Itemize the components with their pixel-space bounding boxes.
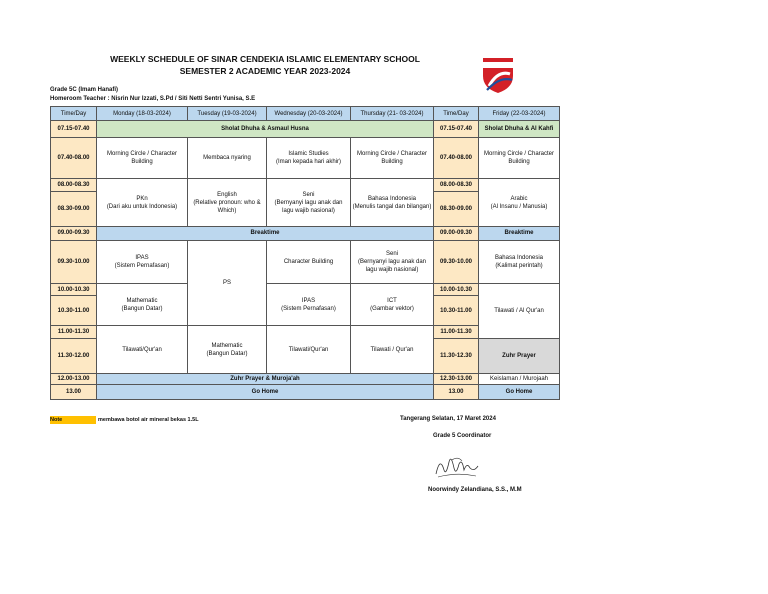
time-cell: 10.00-10.30 [51, 283, 97, 295]
signature [432, 452, 482, 480]
time-cell: 10.00-10.30 [434, 283, 479, 295]
header-tuesday: Tuesday (19-03-2024) [188, 107, 267, 121]
friday-go-home: Go Home [479, 385, 560, 400]
lesson-cell: Islamic Studies (Iman kepada hari akhir) [267, 138, 351, 179]
lesson-cell: IPAS (Sistem Pernafasan) [267, 283, 351, 325]
time-cell: 11.30-12.00 [51, 338, 97, 373]
table-row [51, 283, 560, 295]
lesson-cell: PKn (Dari aku untuk Indonesia) [97, 179, 188, 227]
time-cell: 07.40-08.00 [51, 138, 97, 179]
time-cell: 08.00-08.30 [434, 179, 479, 191]
time-cell: 12.00-13.00 [51, 374, 97, 385]
friday-lesson: Morning Circle / Character Building [479, 138, 560, 179]
homeroom-teacher: Homeroom Teacher : Nisrin Nur Izzati, S.Pd / Siti Netti Sentri Yunisa, S.E [50, 96, 256, 102]
school-logo [480, 56, 516, 94]
lesson-cell: Tilawati / Qur'an [351, 326, 434, 374]
lesson-cell: Bahasa Indonesia (Menulis tangal dan bilangan) [351, 179, 434, 227]
table-row [51, 179, 560, 191]
time-cell: 08.30-09.00 [434, 191, 479, 226]
friday-activity: Sholat Dhuha & Al Kahfi [479, 121, 560, 138]
table-row [51, 385, 560, 400]
header-wednesday: Wednesday (20-03-2024) [267, 107, 351, 121]
activity-strip: Sholat Dhuha & Asmaul Husna [97, 121, 434, 138]
header-thursday: Thursday (21- 03-2024) [351, 107, 434, 121]
lesson-cell: Morning Circle / Character Building [351, 138, 434, 179]
table-row [51, 227, 560, 240]
header-friday: Friday (22-03-2024) [479, 107, 560, 121]
friday-lesson: Tilawati / Al Qur'an [479, 283, 560, 338]
note-text: membawa botol air mineral bekas 1.5L [98, 417, 199, 423]
lesson-cell: Morning Circle / Character Building [97, 138, 188, 179]
time-cell: 09.30-10.00 [434, 240, 479, 283]
lesson-cell: Seni (Bernyanyi lagu anak dan lagu wajib nasional) [351, 240, 434, 283]
time-cell: 11.30-12.30 [434, 338, 479, 373]
friday-lesson: Bahasa Indonesia (Kalimat perintah) [479, 240, 560, 283]
header-monday: Monday (18-03-2024) [97, 107, 188, 121]
lesson-cell: Tilawati/Qur'an [267, 326, 351, 374]
coordinator-title: Grade 5 Coordinator [433, 433, 492, 439]
lesson-cell: IPAS (Sistem Pernafasan) [97, 240, 188, 283]
zuhr-prayer-strip: Zuhr Prayer & Muroja'ah [97, 374, 434, 385]
table-row [51, 240, 560, 283]
lesson-cell: Seni (Bernyanyi lagu anak dan lagu wajib nasional) [267, 179, 351, 227]
lesson-cell: Mathematic (Bangun Datar) [97, 283, 188, 325]
lesson-cell: ICT (Gambar vektor) [351, 283, 434, 325]
lesson-cell: PS [188, 240, 267, 326]
friday-breaktime: Breaktime [479, 227, 560, 240]
table-row [51, 121, 560, 138]
note-label: Note [50, 416, 96, 424]
place-date: Tangerang Selatan, 17 Maret 2024 [400, 416, 496, 422]
friday-keislaman: Keislaman / Murojaah [479, 374, 560, 385]
time-cell: 13.00 [434, 385, 479, 400]
time-cell: 08.30-09.00 [51, 191, 97, 226]
time-cell: 07.15-07.40 [51, 121, 97, 138]
time-cell: 11.00-11.30 [434, 326, 479, 338]
breaktime-strip: Breaktime [97, 227, 434, 240]
time-cell: 10.30-11.00 [434, 296, 479, 326]
time-cell: 09.00-09.30 [51, 227, 97, 240]
go-home-strip: Go Home [97, 385, 434, 400]
table-row [51, 374, 560, 385]
lesson-cell: English (Relative pronoun: who & Which) [188, 179, 267, 227]
time-cell: 07.40-08.00 [434, 138, 479, 179]
time-cell: 11.00-11.30 [51, 326, 97, 338]
time-cell: 07.15-07.40 [434, 121, 479, 138]
lesson-cell: Mathematic (Bangun Datar) [188, 326, 267, 374]
time-cell: 09.00-09.30 [434, 227, 479, 240]
lesson-cell: Tilawati/Qur'an [97, 326, 188, 374]
header-row [51, 107, 560, 121]
signer-name: Noorwindy Zelandiana, S.S., M.M [428, 487, 522, 493]
time-cell: 13.00 [51, 385, 97, 400]
time-cell: 09.30-10.00 [51, 240, 97, 283]
friday-lesson: Arabic (Al Insanu / Manusia) [479, 179, 560, 227]
header-time-friday: Time/Day [434, 107, 479, 121]
time-cell: 12.30-13.00 [434, 374, 479, 385]
semester-title: SEMESTER 2 ACADEMIC YEAR 2023-2024 [179, 66, 351, 76]
schedule-table [50, 106, 560, 400]
header-time: Time/Day [51, 107, 97, 121]
time-cell: 10.30-11.00 [51, 296, 97, 326]
lesson-cell: Membaca nyaring [188, 138, 267, 179]
lesson-cell: Character Building [267, 240, 351, 283]
grade-label: Grade 5C (Imam Hanafi) [50, 87, 119, 93]
table-row [51, 138, 560, 179]
schedule-title: WEEKLY SCHEDULE OF SINAR CENDEKIA ISLAMIC ELEMENTARY SCHOOL [110, 54, 420, 64]
friday-zuhr-prayer: Zuhr Prayer [479, 338, 560, 373]
time-cell: 08.00-08.30 [51, 179, 97, 191]
